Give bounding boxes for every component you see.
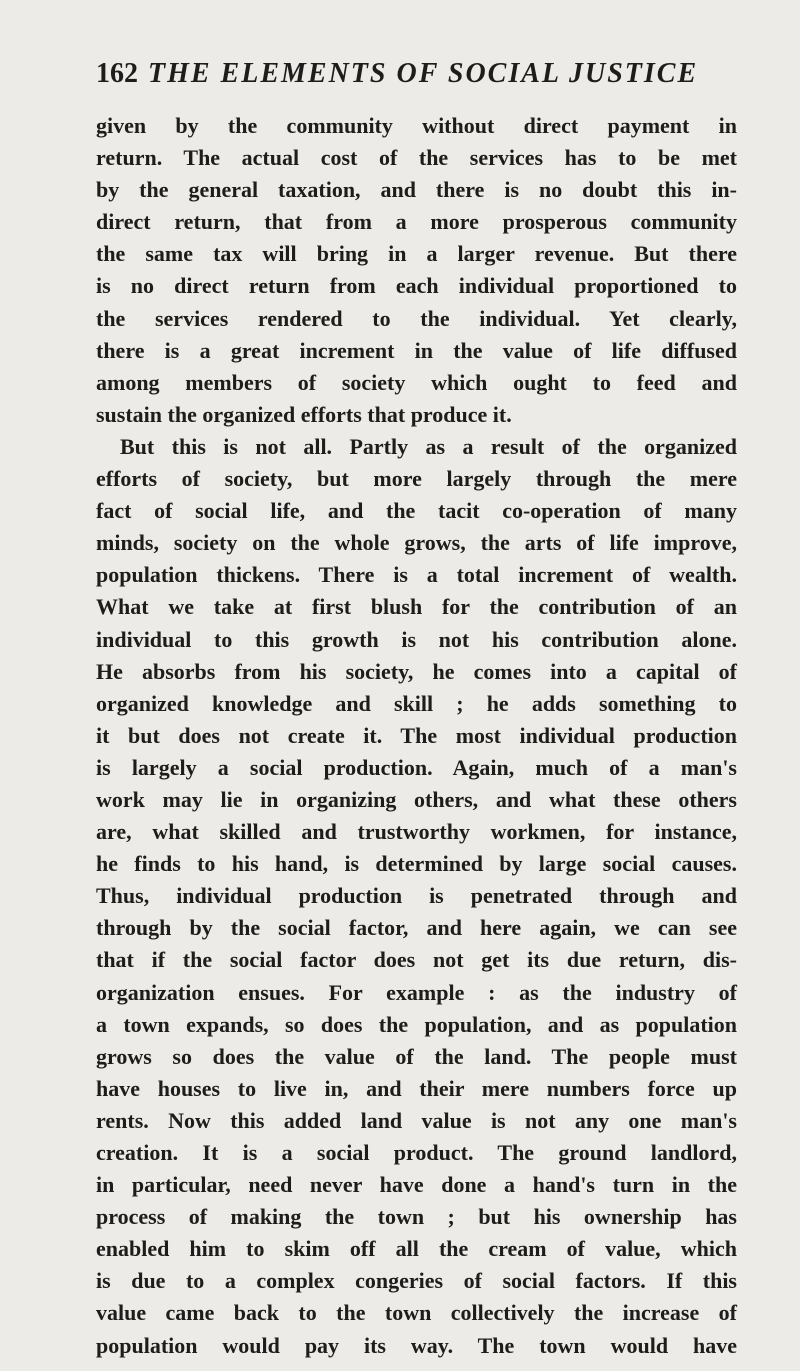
text-line: are, what skilled and trustworthy workmen, for instance, xyxy=(96,819,737,845)
text-line: organized knowledge and skill ; he adds something to xyxy=(96,690,737,716)
text-line: direct return, that from a more prosperous community xyxy=(96,209,737,235)
text-line: He absorbs from his society, he comes into a capital of xyxy=(96,658,737,684)
text-line: grows so does the value of the land. The people must xyxy=(96,1043,737,1069)
text-line: process of making the town ; but his ownership has xyxy=(96,1204,737,1230)
text-line: is largely a social production. Again, much of a man's xyxy=(96,754,737,780)
paragraph-end-line: sustain the organized efforts that produce it. xyxy=(96,401,512,427)
text-line: rents. Now this added land value is not any one man's xyxy=(96,1107,737,1133)
text-line: the same tax will bring in a larger revenue. But there xyxy=(96,241,737,267)
text-line: in particular, need never have done a hand's turn in the xyxy=(96,1172,737,1198)
text-line: individual to this growth is not his contribution alone. xyxy=(96,626,737,652)
paragraph-start-line: But this is not all. Partly as a result of the organized xyxy=(120,433,737,459)
text-line: What we take at first blush for the contribution of an xyxy=(96,594,737,620)
text-line: fact of social life, and the tacit co-operation of many xyxy=(96,498,737,524)
text-line: is due to a complex congeries of social factors. If this xyxy=(96,1268,737,1294)
text-line: he finds to his hand, is determined by large social causes. xyxy=(96,851,737,877)
text-line: it but does not create it. The most individual production xyxy=(96,722,737,748)
text-line: that if the social factor does not get its due return, dis- xyxy=(96,947,737,973)
text-line: there is a great increment in the value of life diffused xyxy=(96,337,737,363)
text-line: organization ensues. For example : as the industry of xyxy=(96,979,737,1005)
body-text xyxy=(96,110,737,1362)
page-header xyxy=(96,58,736,98)
text-line: creation. It is a social product. The ground landlord, xyxy=(96,1140,737,1165)
text-line: enabled him to skim off all the cream of value, which xyxy=(96,1236,737,1262)
text-line: is no direct return from each individual proportioned to xyxy=(96,273,737,299)
text-line: population thickens. There is a total increment of wealth. xyxy=(96,562,737,588)
text-line: work may lie in organizing others, and what these others xyxy=(96,786,737,812)
text-line: have houses to live in, and their mere numbers force up xyxy=(96,1075,737,1101)
text-line: a town expands, so does the population, and as population xyxy=(96,1011,737,1037)
text-line: Thus, individual production is penetrated through and xyxy=(96,883,737,909)
text-line: given by the community without direct payment in xyxy=(96,113,737,138)
text-line: the services rendered to the individual. Yet clearly, xyxy=(96,305,737,331)
running-title: THE ELEMENTS OF SOCIAL JUSTICE xyxy=(148,58,699,89)
text-line: among members of society which ought to feed and xyxy=(96,369,737,395)
text-line: through by the social factor, and here again, we can see xyxy=(96,915,737,941)
text-line: minds, society on the whole grows, the arts of life improve, xyxy=(96,530,737,556)
text-line: by the general taxation, and there is no doubt this in- xyxy=(96,177,737,203)
text-line: population would pay its way. The town would have xyxy=(96,1332,737,1358)
text-line: return. The actual cost of the services has to be met xyxy=(96,145,737,171)
page-number: 162 xyxy=(96,58,138,89)
text-line: value came back to the town collectively the increase of xyxy=(96,1300,737,1326)
text-line: efforts of society, but more largely through the mere xyxy=(96,466,737,492)
